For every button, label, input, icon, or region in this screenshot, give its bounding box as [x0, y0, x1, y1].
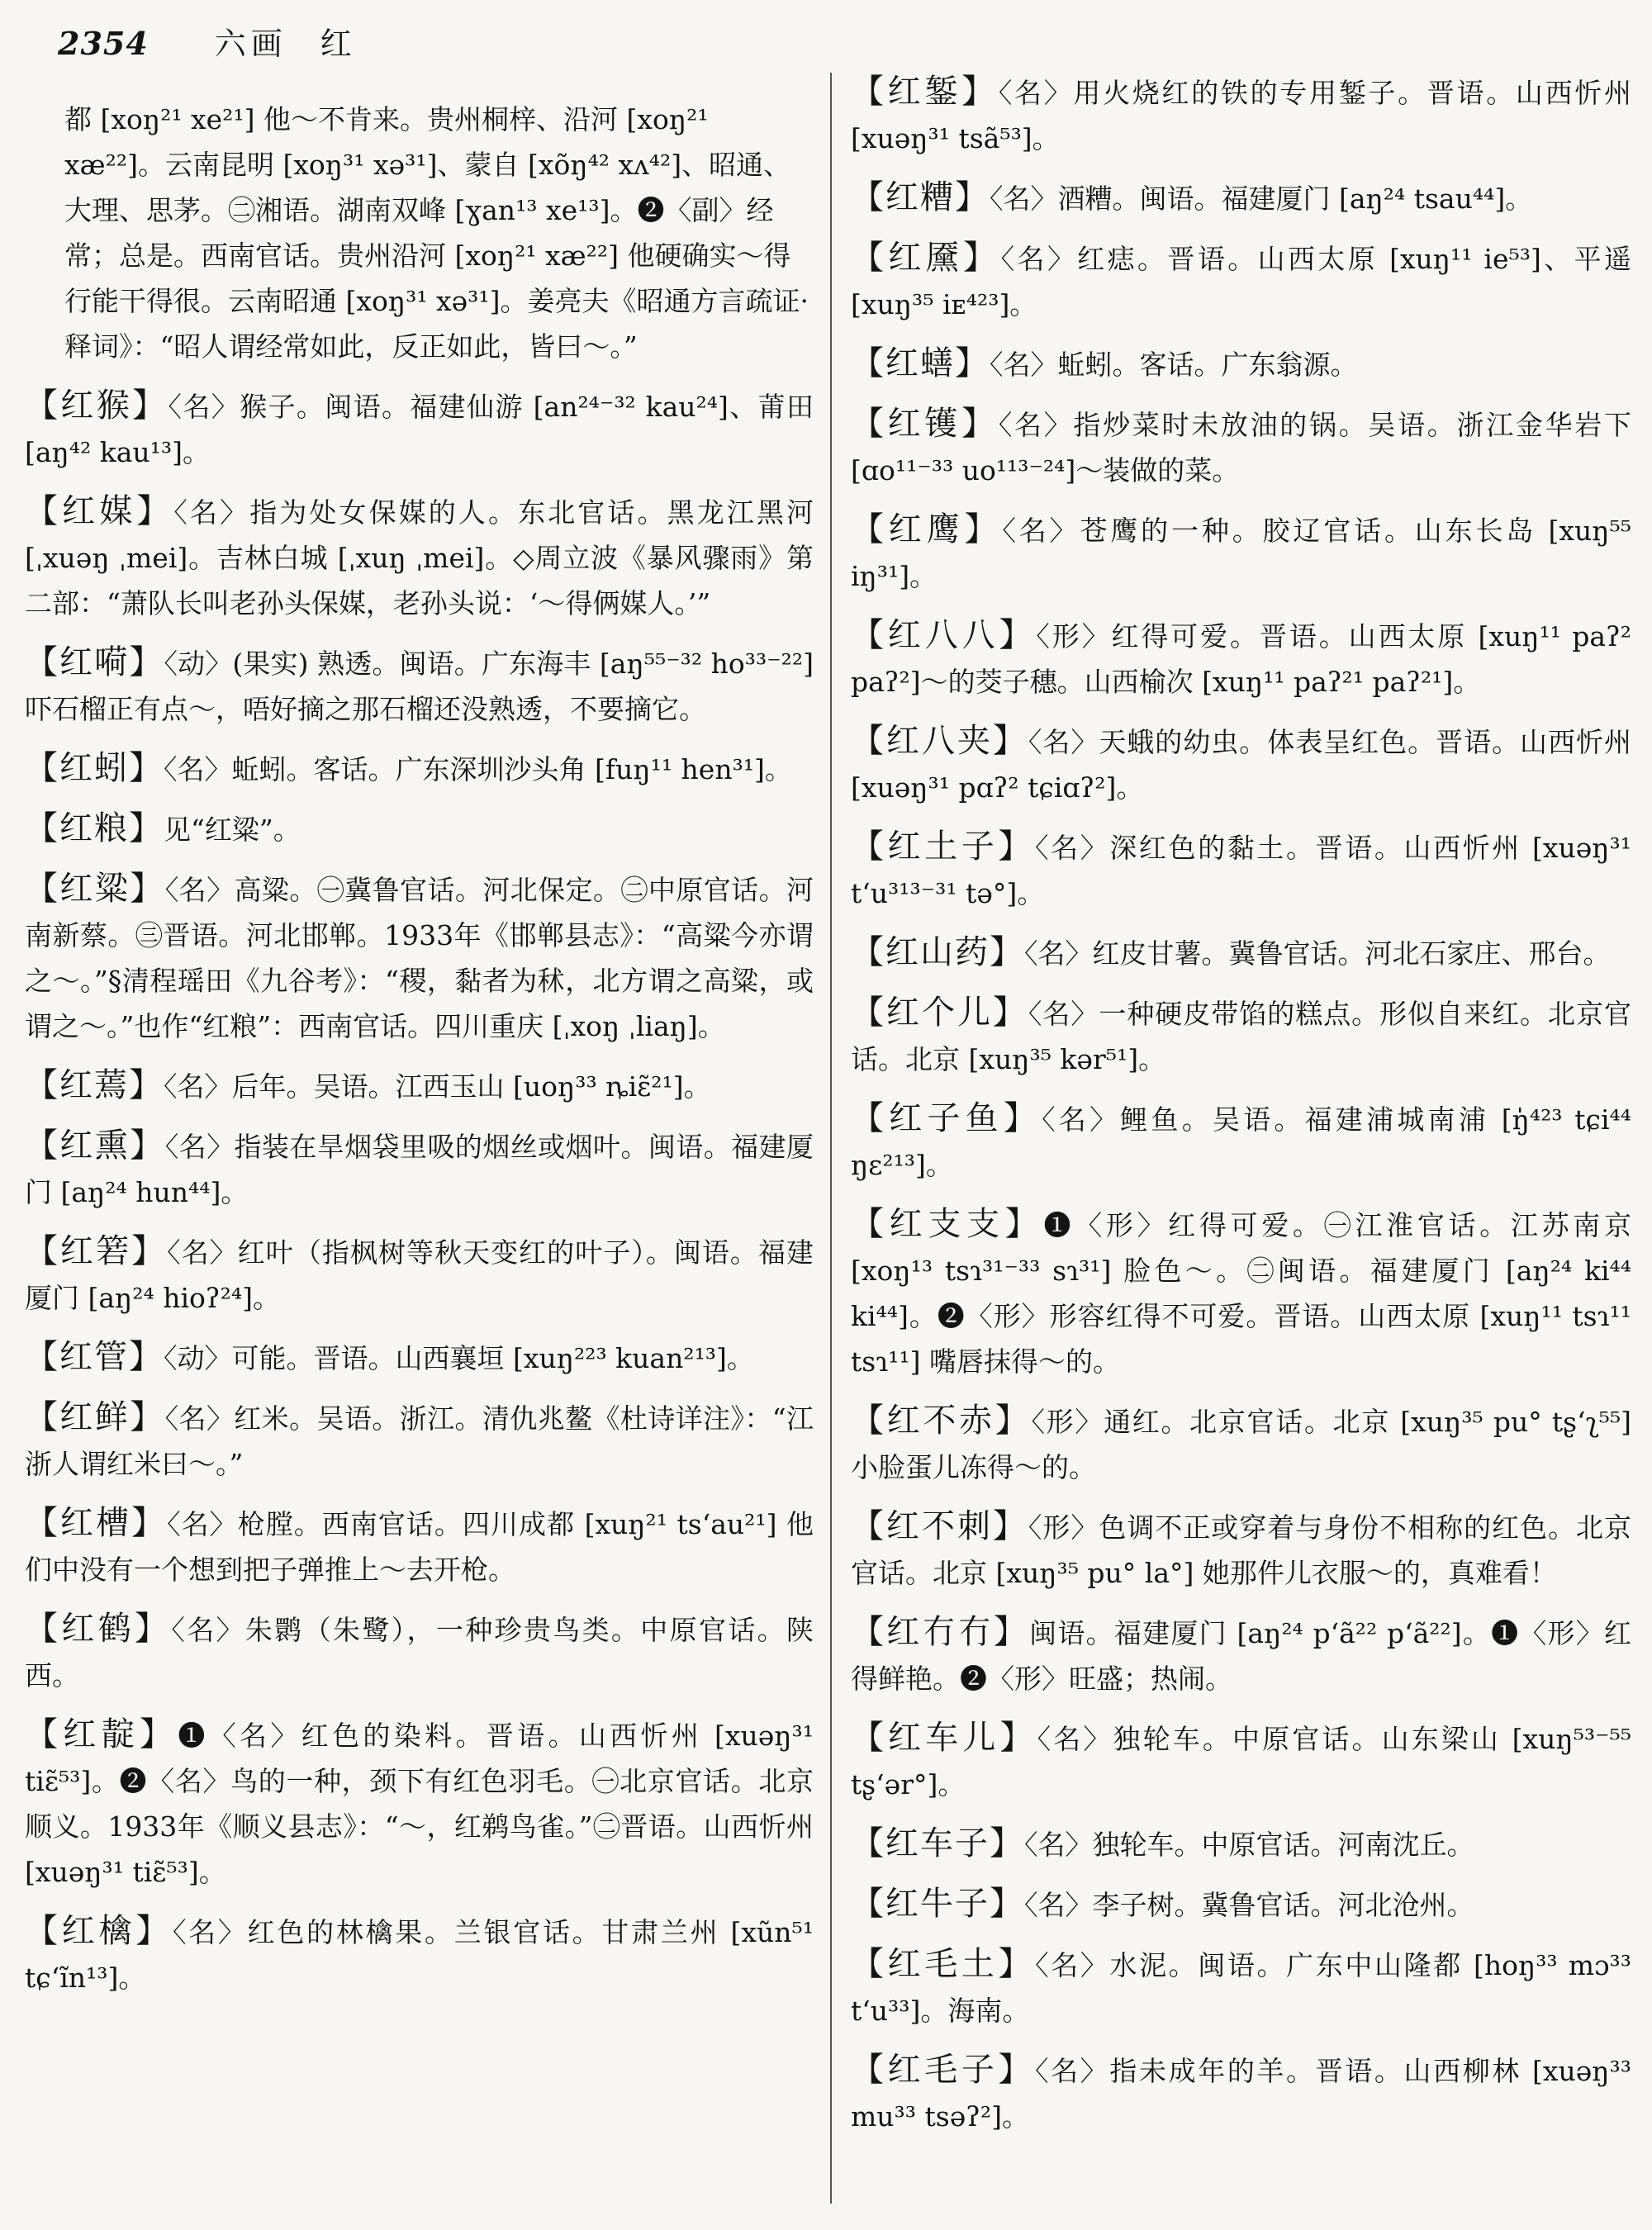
entry-definition: 〈名〉指炒菜时未放油的锅。吴语。浙江金华岩下 [ɑo¹¹⁻³³ uo¹¹³⁻²⁴]～装做的菜。 — [851, 409, 1631, 486]
dictionary-entry — [851, 1096, 1631, 1188]
entry-headword: 【红土子】 — [851, 828, 1036, 866]
entry-definition: 〈动〉(果实) 熟透。闽语。广东海丰 [aŋ⁵⁵⁻³² ho³³⁻²²] 吓石榴正有点～，唔好摘之那石榴还没熟透，不要摘它。 — [25, 648, 814, 725]
dictionary-entry — [851, 341, 1631, 387]
entry-headword: 【红镬】 — [851, 405, 999, 443]
dictionary-entry — [851, 235, 1631, 327]
entry-headword: 【红靛】 — [25, 1715, 178, 1753]
entry-headword: 【红錾】 — [851, 73, 999, 111]
dictionary-entry — [25, 1501, 814, 1592]
dictionary-entry — [25, 1606, 814, 1698]
entry-headword: 【红糟】 — [851, 178, 990, 216]
entry-definition: 见“红粱”。 — [164, 814, 301, 846]
page-header — [58, 18, 1611, 68]
entry-definition: 〈名〉红痣。晋语。山西太原 [xuŋ¹¹ ie⁵³]、平遥 [xuŋ³⁵ iᴇ⁴²³]。 — [851, 243, 1631, 320]
entry-headword: 【红毛土】 — [851, 1945, 1036, 1983]
entry-headword: 【红檎】 — [25, 1912, 173, 1950]
entry-definition: 〈名〉红米。吴语。浙江。清仇兆鳌《杜诗详注》：“江浙人谓红米曰～。” — [25, 1402, 814, 1480]
entry-definition: 〈名〉天蛾的幼虫。体表呈红色。晋语。山西忻州 [xuəŋ³¹ pɑʔ² tɕiɑʔ²]。 — [851, 726, 1631, 804]
dictionary-entry — [25, 1335, 814, 1381]
dictionary-entry — [25, 746, 814, 792]
dictionary-entry — [851, 719, 1631, 810]
entry-definition: 〈名〉鲤鱼。吴语。福建浦城南浦 [ŋ̍⁴²³ tɕi⁴⁴ ŋɛ²¹³]。 — [851, 1103, 1631, 1181]
dictionary-entry — [25, 1123, 814, 1215]
entry-headword: 【红八夹】 — [851, 722, 1028, 760]
entry-headword: 【红蟮】 — [851, 344, 990, 382]
entry-definition: 〈名〉指为处女保媒的人。东北官话。黑龙江黑河 [ˌxuəŋ ˌmei]。吉林白城 [ˌxuŋ ˌmei]。◇周立波《暴风骤雨》第二部：“萧队长叫老孙头保媒，老孙头说：‘～得俩媒人。’” — [25, 496, 814, 619]
entry-definition: 〈名〉蚯蚓。客话。广东翁源。 — [990, 349, 1358, 381]
entry-headword: 【红支支】 — [851, 1205, 1044, 1243]
page-number: 2354 — [58, 25, 149, 62]
section-label: 六画 — [214, 26, 287, 62]
entry-headword: 【红鲜】 — [25, 1398, 165, 1436]
dictionary-entry — [25, 383, 814, 475]
entry-definition: 闽语。福建厦门 [aŋ²⁴ pʻã²² pʻã²²]。❶〈形〉红得鲜艳。❷〈形〉旺盛；热闹。 — [851, 1617, 1631, 1695]
entry-headword: 【红管】 — [25, 1338, 164, 1376]
dictionary-entry — [851, 1202, 1631, 1384]
dictionary-entry — [851, 990, 1631, 1082]
entry-definition: 〈名〉独轮车。中原官话。河南沈丘。 — [1024, 1829, 1474, 1861]
dictionary-entry — [851, 1504, 1631, 1596]
entry-definition: 〈形〉通红。北京官话。北京 [xuŋ³⁵ pu° tʂʻʅ⁵⁵] 小脸蛋儿冻得～的。 — [851, 1406, 1631, 1483]
entry-definition: 〈名〉一种硬皮带馅的糕点。形似自来红。北京官话。北京 [xuŋ³⁵ kər⁵¹]。 — [851, 998, 1631, 1075]
entry-definition: 〈名〉红皮甘薯。冀鲁官话。河北石家庄、邢台。 — [1024, 937, 1611, 970]
dictionary-entry — [851, 1881, 1631, 1928]
dictionary-entry — [851, 1398, 1631, 1490]
entry-headword: 【红蚓】 — [25, 749, 164, 787]
entry-headword: 【红黡】 — [851, 239, 1001, 277]
entry-headword: 【红车子】 — [851, 1824, 1024, 1862]
entry-headword: 【红熏】 — [25, 1127, 165, 1165]
dictionary-entry — [25, 1063, 814, 1109]
dictionary-entry — [851, 1610, 1631, 1701]
dictionary-entry — [25, 1229, 814, 1321]
entry-headword: 【红猴】 — [25, 387, 169, 425]
entry-definition: 〈名〉水泥。闽语。广东中山隆都 [hoŋ³³ mɔ³³ tʻu³³]。海南。 — [851, 1949, 1631, 2027]
dictionary-entry — [25, 806, 814, 852]
dictionary-entry — [25, 489, 814, 626]
entry-definition: 〈名〉高粱。㊀冀鲁官话。河北保定。㊁中原官话。河南新蔡。㊂晋语。河北邯郸。1933年《邯郸县志》：“高粱今亦谓之～。”§清程瑶田《九谷考》：“稷，黏者为秫，北方谓之高粱，或谓之～。”也作“红粮”：西南官话。四川重庆 [ˌxoŋ ˌliaŋ]。 — [25, 874, 814, 1042]
entry-definition: 〈名〉指未成年的羊。晋语。山西柳林 [xuəŋ³³ mu³³ tsəʔ²]。 — [851, 2055, 1631, 2133]
entry-definition: 〈名〉独轮车。中原官话。山东梁山 [xuŋ⁵³⁻⁵⁵ tʂʻər°]。 — [851, 1723, 1631, 1801]
dictionary-entry — [851, 401, 1631, 493]
right-column — [851, 69, 1631, 2209]
entry-definition: 〈名〉酒糟。闽语。福建厦门 [aŋ²⁴ tsau⁴⁴]。 — [990, 183, 1533, 215]
dictionary-entry — [851, 930, 1631, 976]
entry-definition: 〈名〉苍鹰的一种。胶辽官话。山东长岛 [xuŋ⁵⁵ iŋ³¹]。 — [851, 515, 1631, 592]
dictionary-entry — [25, 1712, 814, 1895]
entry-definition: 〈名〉红叶（指枫树等秋天变红的叶子）。闽语。福建厦门 [aŋ²⁴ hioʔ²⁴]。 — [25, 1236, 814, 1314]
entry-headword: 【红八八】 — [851, 616, 1037, 654]
entry-headword: 【红嗬】 — [25, 643, 164, 681]
entry-headword: 【红媒】 — [25, 492, 174, 530]
dictionary-entry — [25, 640, 814, 732]
entry-definition: 〈名〉枪膛。西南官话。四川成都 [xuŋ²¹ tsʻau²¹] 他们中没有一个想到把子弹推上～去开枪。 — [25, 1508, 814, 1586]
dictionary-entry — [851, 2047, 1631, 2139]
entry-headword: 【红个儿】 — [851, 994, 1028, 1032]
entry-definition: 〈形〉红得可爱。晋语。山西太原 [xuŋ¹¹ paʔ² paʔ²]～的茭子穗。山西榆次 [xuŋ¹¹ paʔ²¹ paʔ²¹]。 — [851, 620, 1631, 698]
entry-headword: 【红蔫】 — [25, 1066, 164, 1104]
entry-definition: 〈名〉朱鹮（朱鹭），一种珍贵鸟类。中原官话。陕西。 — [25, 1614, 814, 1691]
dictionary-entry — [851, 507, 1631, 599]
entry-definition: 〈名〉深红色的黏土。晋语。山西忻州 [xuəŋ³¹ tʻu³¹³⁻³¹ tə°]。 — [851, 832, 1631, 909]
entry-headword: 【红槽】 — [25, 1504, 168, 1542]
entry-definition: 〈名〉后年。吴语。江西玉山 [uoŋ³³ ȵiɛ̃²¹]。 — [164, 1070, 711, 1103]
entry-headword: 【红不刺】 — [851, 1507, 1028, 1545]
entry-headword: 【红子鱼】 — [851, 1099, 1042, 1137]
right-entry-list — [851, 69, 1631, 2139]
dictionary-entry — [851, 613, 1631, 705]
dictionary-entry — [851, 1942, 1631, 2033]
entry-definition: 〈形〉色调不正或穿着与身份不相称的红色。北京官话。北京 [xuŋ³⁵ pu° la°] 她那件儿衣服～的，真难看！ — [851, 1511, 1631, 1589]
entry-definition: ❶〈名〉红色的染料。晋语。山西忻州 [xuəŋ³¹ tiɛ̃⁵³]。❷〈名〉鸟的一种，颈下有红色羽毛。㊀北京官话。北京顺义。1933年《顺义县志》：“～，红鹈鸟雀。”㊁晋语。山西忻州 [xuəŋ³¹ tiɛ̃⁵³]。 — [25, 1720, 814, 1888]
entry-headword: 【红冇冇】 — [851, 1613, 1030, 1651]
dictionary-entry — [25, 866, 814, 1049]
dictionary-entry — [851, 1715, 1631, 1807]
entry-headword: 【红鹰】 — [851, 510, 1003, 548]
entry-definition: 〈名〉用火烧红的铁的专用錾子。晋语。山西忻州 [xuəŋ³¹ tsã⁵³]。 — [851, 77, 1631, 154]
entry-definition: 〈名〉李子树。冀鲁官话。河北沧州。 — [1024, 1889, 1474, 1921]
entry-definition: 〈名〉猴子。闽语。福建仙游 [an²⁴⁻³² kau²⁴]、莆田 [aŋ⁴² kau¹³]。 — [25, 391, 814, 468]
head-character: 红 — [320, 26, 352, 62]
entry-headword: 【红牛子】 — [851, 1885, 1024, 1923]
entry-definition: 〈名〉蚯蚓。客话。广东深圳沙头角 [fuŋ¹¹ hen³¹]。 — [164, 753, 792, 785]
entry-headword: 【红粮】 — [25, 809, 164, 847]
entry-headword: 【红毛子】 — [851, 2051, 1036, 2089]
entry-headword: 【红不赤】 — [851, 1402, 1032, 1440]
dictionary-entry — [851, 824, 1631, 916]
entry-headword: 【红山药】 — [851, 933, 1024, 971]
left-entry-list — [25, 383, 814, 2000]
continued-entry: 都 [xoŋ²¹ xe²¹] 他～不肯来。贵州桐梓、沿河 [xoŋ²¹ xæ²²]。云南昆明 [xoŋ³¹ xə³¹]、蒙自 [xõŋ⁴² xʌ⁴²]、昭通、大理、思茅。㊁湘语。湖南双峰 [ɣan¹³ xe¹³]。❷〈副〉经常；总是。西南官话。贵州沿河 [xoŋ²¹ xæ²²] 他硬确实～得行能干得很。云南昭通 [xoŋ³¹ xə³¹]。姜亮夫《昭通方言疏证·释词》：“昭人谓经常如此，反正如此，皆曰～。” — [64, 103, 809, 363]
dictionary-entry — [25, 1909, 814, 2000]
entry-definition: 〈动〉可能。晋语。山西襄垣 [xuŋ²²³ kuan²¹³]。 — [164, 1342, 754, 1374]
left-column — [25, 69, 814, 2209]
entry-definition: 〈名〉红色的林檎果。兰银官话。甘肃兰州 [xũn⁵¹ tɕʻĩn¹³]。 — [25, 1916, 814, 1994]
entry-headword: 【红鹤】 — [25, 1610, 172, 1648]
dictionary-entry — [851, 69, 1631, 161]
entry-definition: ❶〈形〉红得可爱。㊀江淮官话。江苏南京 [xoŋ¹³ tsɿ³¹⁻³³ sɿ³¹] 脸色～。㊁闽语。福建厦门 [aŋ²⁴ ki⁴⁴ ki⁴⁴]。❷〈形〉形容红得不可爱。晋语。山西太原 [xuŋ¹¹ tsɿ¹¹ tsɿ¹¹] 嘴唇抹得～的。 — [851, 1209, 1631, 1378]
dictionary-entry — [851, 1821, 1631, 1867]
dictionary-entry — [851, 175, 1631, 221]
dictionary-entry — [25, 1395, 814, 1487]
entry-headword: 【红箬】 — [25, 1232, 168, 1270]
column-divider — [830, 73, 832, 2204]
entry-definition: 〈名〉指装在旱烟袋里吸的烟丝或烟叶。闽语。福建厦门 [aŋ²⁴ hun⁴⁴]。 — [25, 1131, 814, 1208]
entry-headword: 【红粱】 — [25, 870, 165, 908]
entry-headword: 【红车儿】 — [851, 1719, 1037, 1757]
